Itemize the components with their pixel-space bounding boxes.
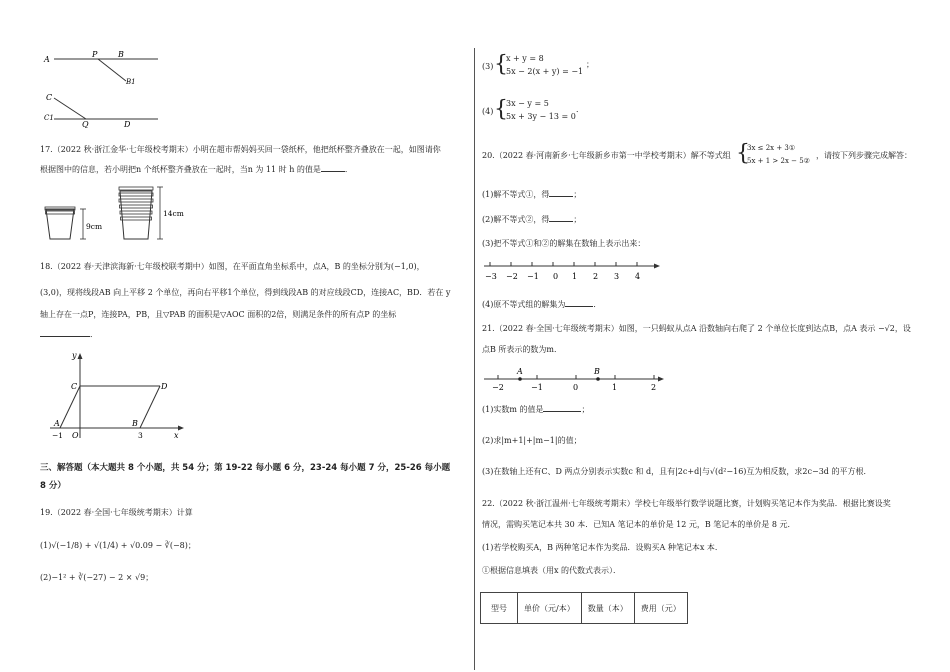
graph-tick-3: 3 xyxy=(138,431,143,440)
sys3-label: (3) xyxy=(482,62,494,71)
sys4-eq1: 3x − y = 5 xyxy=(506,99,549,108)
graph-label-y: y xyxy=(72,351,77,360)
sys3-end: ； xyxy=(586,60,594,69)
q17-line2: 根据图中的信息，若小明把n 个纸杯整齐叠放在一起时，当n 为 11 时 h 的值是 xyxy=(40,165,321,174)
sys3-eq1: x + y = 8 xyxy=(506,54,544,63)
segment-bd xyxy=(140,386,160,428)
graph-label-x: x xyxy=(174,431,179,440)
q21-tick: 1 xyxy=(612,383,618,392)
label-c: C xyxy=(46,93,53,102)
table-header-cell: 数量（本） xyxy=(581,593,634,624)
q20-step1-blank[interactable] xyxy=(549,187,573,197)
q18-line4: ． xyxy=(90,330,98,339)
table-header-cell: 费用（元） xyxy=(634,593,687,624)
q20-number-line xyxy=(482,258,672,284)
coordinate-graph xyxy=(46,350,196,442)
q21-tick: 2 xyxy=(651,383,657,392)
graph-label-o: O xyxy=(72,431,79,440)
q19-item2: (2)−1² + ∛(−27) − 2 × √9； xyxy=(40,573,154,582)
big-cup-stack xyxy=(119,187,184,239)
q20-ineq2: 5x + 1 > 2x − 5② xyxy=(747,157,810,165)
q20-intro-row xyxy=(482,142,922,170)
q21-item1-blank[interactable] xyxy=(543,402,581,412)
big-cup-height: 14cm xyxy=(163,209,184,218)
point-b xyxy=(596,377,600,381)
q22-line4: ①根据信息填表（用x 的代数式表示）． xyxy=(482,566,622,575)
small-cup-height: 9cm xyxy=(86,222,103,231)
sys3-eq2: 5x − 2(x + y) = −1 xyxy=(506,67,584,76)
q20-step2: (2)解不等式②，得 xyxy=(482,215,550,224)
q20-step4-blank[interactable] xyxy=(565,297,593,307)
brace-icon: { xyxy=(494,52,508,77)
q17-line2-wrap xyxy=(40,162,353,176)
nl-tick: 4 xyxy=(635,272,641,281)
q20-step2-row xyxy=(482,212,581,226)
q21-item1-end: ； xyxy=(581,405,590,414)
q18-answer-blank[interactable] xyxy=(40,327,90,337)
label-b1: B1 xyxy=(126,78,136,86)
q22-line3: (1)若学校购买A，B 两种笔记本作为奖品．设购买A 种笔记本x 本． xyxy=(482,543,723,552)
sys4-end: ． xyxy=(576,105,584,114)
graph-tick-neg1: −1 xyxy=(52,431,64,440)
sys4-eq2: 5x + 3y − 13 = 0 xyxy=(506,112,576,121)
q22-table xyxy=(480,592,688,624)
label-q: Q xyxy=(82,120,89,128)
line-c1q xyxy=(54,98,86,119)
small-cup-stack xyxy=(45,207,102,239)
q21-item1-row xyxy=(482,402,589,416)
q21-tick: −2 xyxy=(492,383,504,392)
nl-tick: 3 xyxy=(614,272,620,281)
q21-tick: 0 xyxy=(573,383,579,392)
q21-item2: (2)求|m+1|+|m−1|的值； xyxy=(482,436,582,445)
label-a: A xyxy=(44,55,50,64)
q17-line1: 17.（2022 秋·浙江金华·七年级校考期末）小明在超市帮妈妈买回一袋纸杯，他把纸杯整齐叠放在一起，如图请你 xyxy=(40,145,441,154)
q20-outro: ，请按下列步骤完成解答： xyxy=(816,151,912,160)
q20-step2-blank[interactable] xyxy=(549,212,573,222)
q18-line4-wrap xyxy=(40,327,98,341)
cups-figure xyxy=(40,183,200,248)
q20-ineq1: 3x ≤ 2x + 3① xyxy=(747,144,796,152)
parallel-lines-figure xyxy=(40,48,210,128)
q21-line2: 点B 所表示的数为m． xyxy=(482,345,563,354)
sys4-label: (4) xyxy=(482,107,494,116)
graph-label-a: A xyxy=(54,419,60,428)
label-b: B xyxy=(118,50,124,59)
q20-step1: (1)解不等式①，得 xyxy=(482,190,550,199)
q17-answer-blank[interactable] xyxy=(321,162,345,172)
q22-line1: 22.（2022 秋·浙江温州·七年级统考期末）学校七年级举行数学说题比赛，计划购买笔记本作为奖品．根据比赛设奖 xyxy=(482,499,891,508)
q18-line3: 轴上存在一点P，连接PA，PB，且▽PAB 的面积是▽AOC 面积的2倍，则满足条件的所有点P 的坐标 xyxy=(40,310,397,319)
column-divider xyxy=(474,48,475,670)
table-header-cell: 型号 xyxy=(481,593,518,624)
point-a xyxy=(518,377,522,381)
label-c1: C1 xyxy=(44,114,54,122)
label-p: P xyxy=(92,50,98,59)
brace-icon: { xyxy=(736,141,750,166)
nl-tick: −2 xyxy=(506,272,518,281)
q21-point-b-label: B xyxy=(594,367,600,376)
q21-item1: (1)实数m 的值是 xyxy=(482,405,544,414)
nl-tick: 0 xyxy=(553,272,559,281)
q21-number-line xyxy=(482,364,672,394)
section3-title-line1: 三、解答题（本大题共 8 个小题，共 54 分；第 19-22 每小题 6 分，23-24 每小题 7 分，25-26 每小题 xyxy=(40,463,451,473)
nl-tick: −3 xyxy=(485,272,497,281)
q20-step3: (3)把不等式①和②的解集在数轴上表示出来： xyxy=(482,239,646,248)
q17-line2-end: ． xyxy=(344,165,353,174)
brace-icon: { xyxy=(494,97,508,122)
q20-step4-end: ． xyxy=(593,300,602,309)
segment-ac xyxy=(60,386,80,428)
q20-step1-row xyxy=(482,187,581,201)
nl-tick: 1 xyxy=(572,272,578,281)
graph-label-d: D xyxy=(161,382,168,391)
table-header-row xyxy=(481,593,688,624)
q21-point-a-label: A xyxy=(517,367,523,376)
q18-line2: (3,0)，现将线段AB 向上平移 2 个单位，再向右平移1个单位，得到线段AB 的对应线段CD，连接AC，BD．若在 y xyxy=(40,288,451,297)
q19-item1: (1)√(−1/8) + √(1/4) + √0.09 − ∛(−8)； xyxy=(40,541,196,550)
q21-line1: 21.（2022 春·全国·七年级统考期末）如图，一只蚂蚁从点A 沿数轴向右爬了 2 个单位长度到达点B，点A 表示 −√2，设 xyxy=(482,324,911,333)
q19-line1: 19.（2022 春·全国·七年级统考期末）计算 xyxy=(40,508,193,517)
label-d: D xyxy=(124,120,131,128)
q18-line1: 18.（2022 春·天津滨海新·七年级校联考期中）如图，在平面直角坐标系中，点A，B 的坐标分别为(−1,0)， xyxy=(40,262,425,271)
nl-tick: 2 xyxy=(593,272,599,281)
graph-label-b: B xyxy=(132,419,138,428)
nl-tick: −1 xyxy=(527,272,539,281)
q20-step4: (4)原不等式组的解集为 xyxy=(482,300,566,309)
line-pb1 xyxy=(98,59,126,81)
q20-step2-end: ； xyxy=(573,215,582,224)
table-header-cell: 单价（元/本） xyxy=(518,593,582,624)
q20-intro: 20.（2022 春·河南新乡·七年级新乡市第一中学校考期末）解不等式组 xyxy=(482,151,731,160)
q20-step4-row xyxy=(482,297,601,311)
q20-step1-end: ； xyxy=(573,190,582,199)
q21-item3: (3)在数轴上还有C、D 两点分别表示实数c 和 d，且有|2c+d|与√(d²−16)互为相反数，求2c−3d 的平方根． xyxy=(482,467,872,476)
q22-line2: 情况，需购买笔记本共 30 本．已知A 笔记本的单价是 12 元，B 笔记本的单价是 8 元． xyxy=(482,520,796,529)
section3-title-line2: 8 分） xyxy=(40,481,66,491)
q21-tick: −1 xyxy=(531,383,543,392)
graph-label-c: C xyxy=(71,382,78,391)
